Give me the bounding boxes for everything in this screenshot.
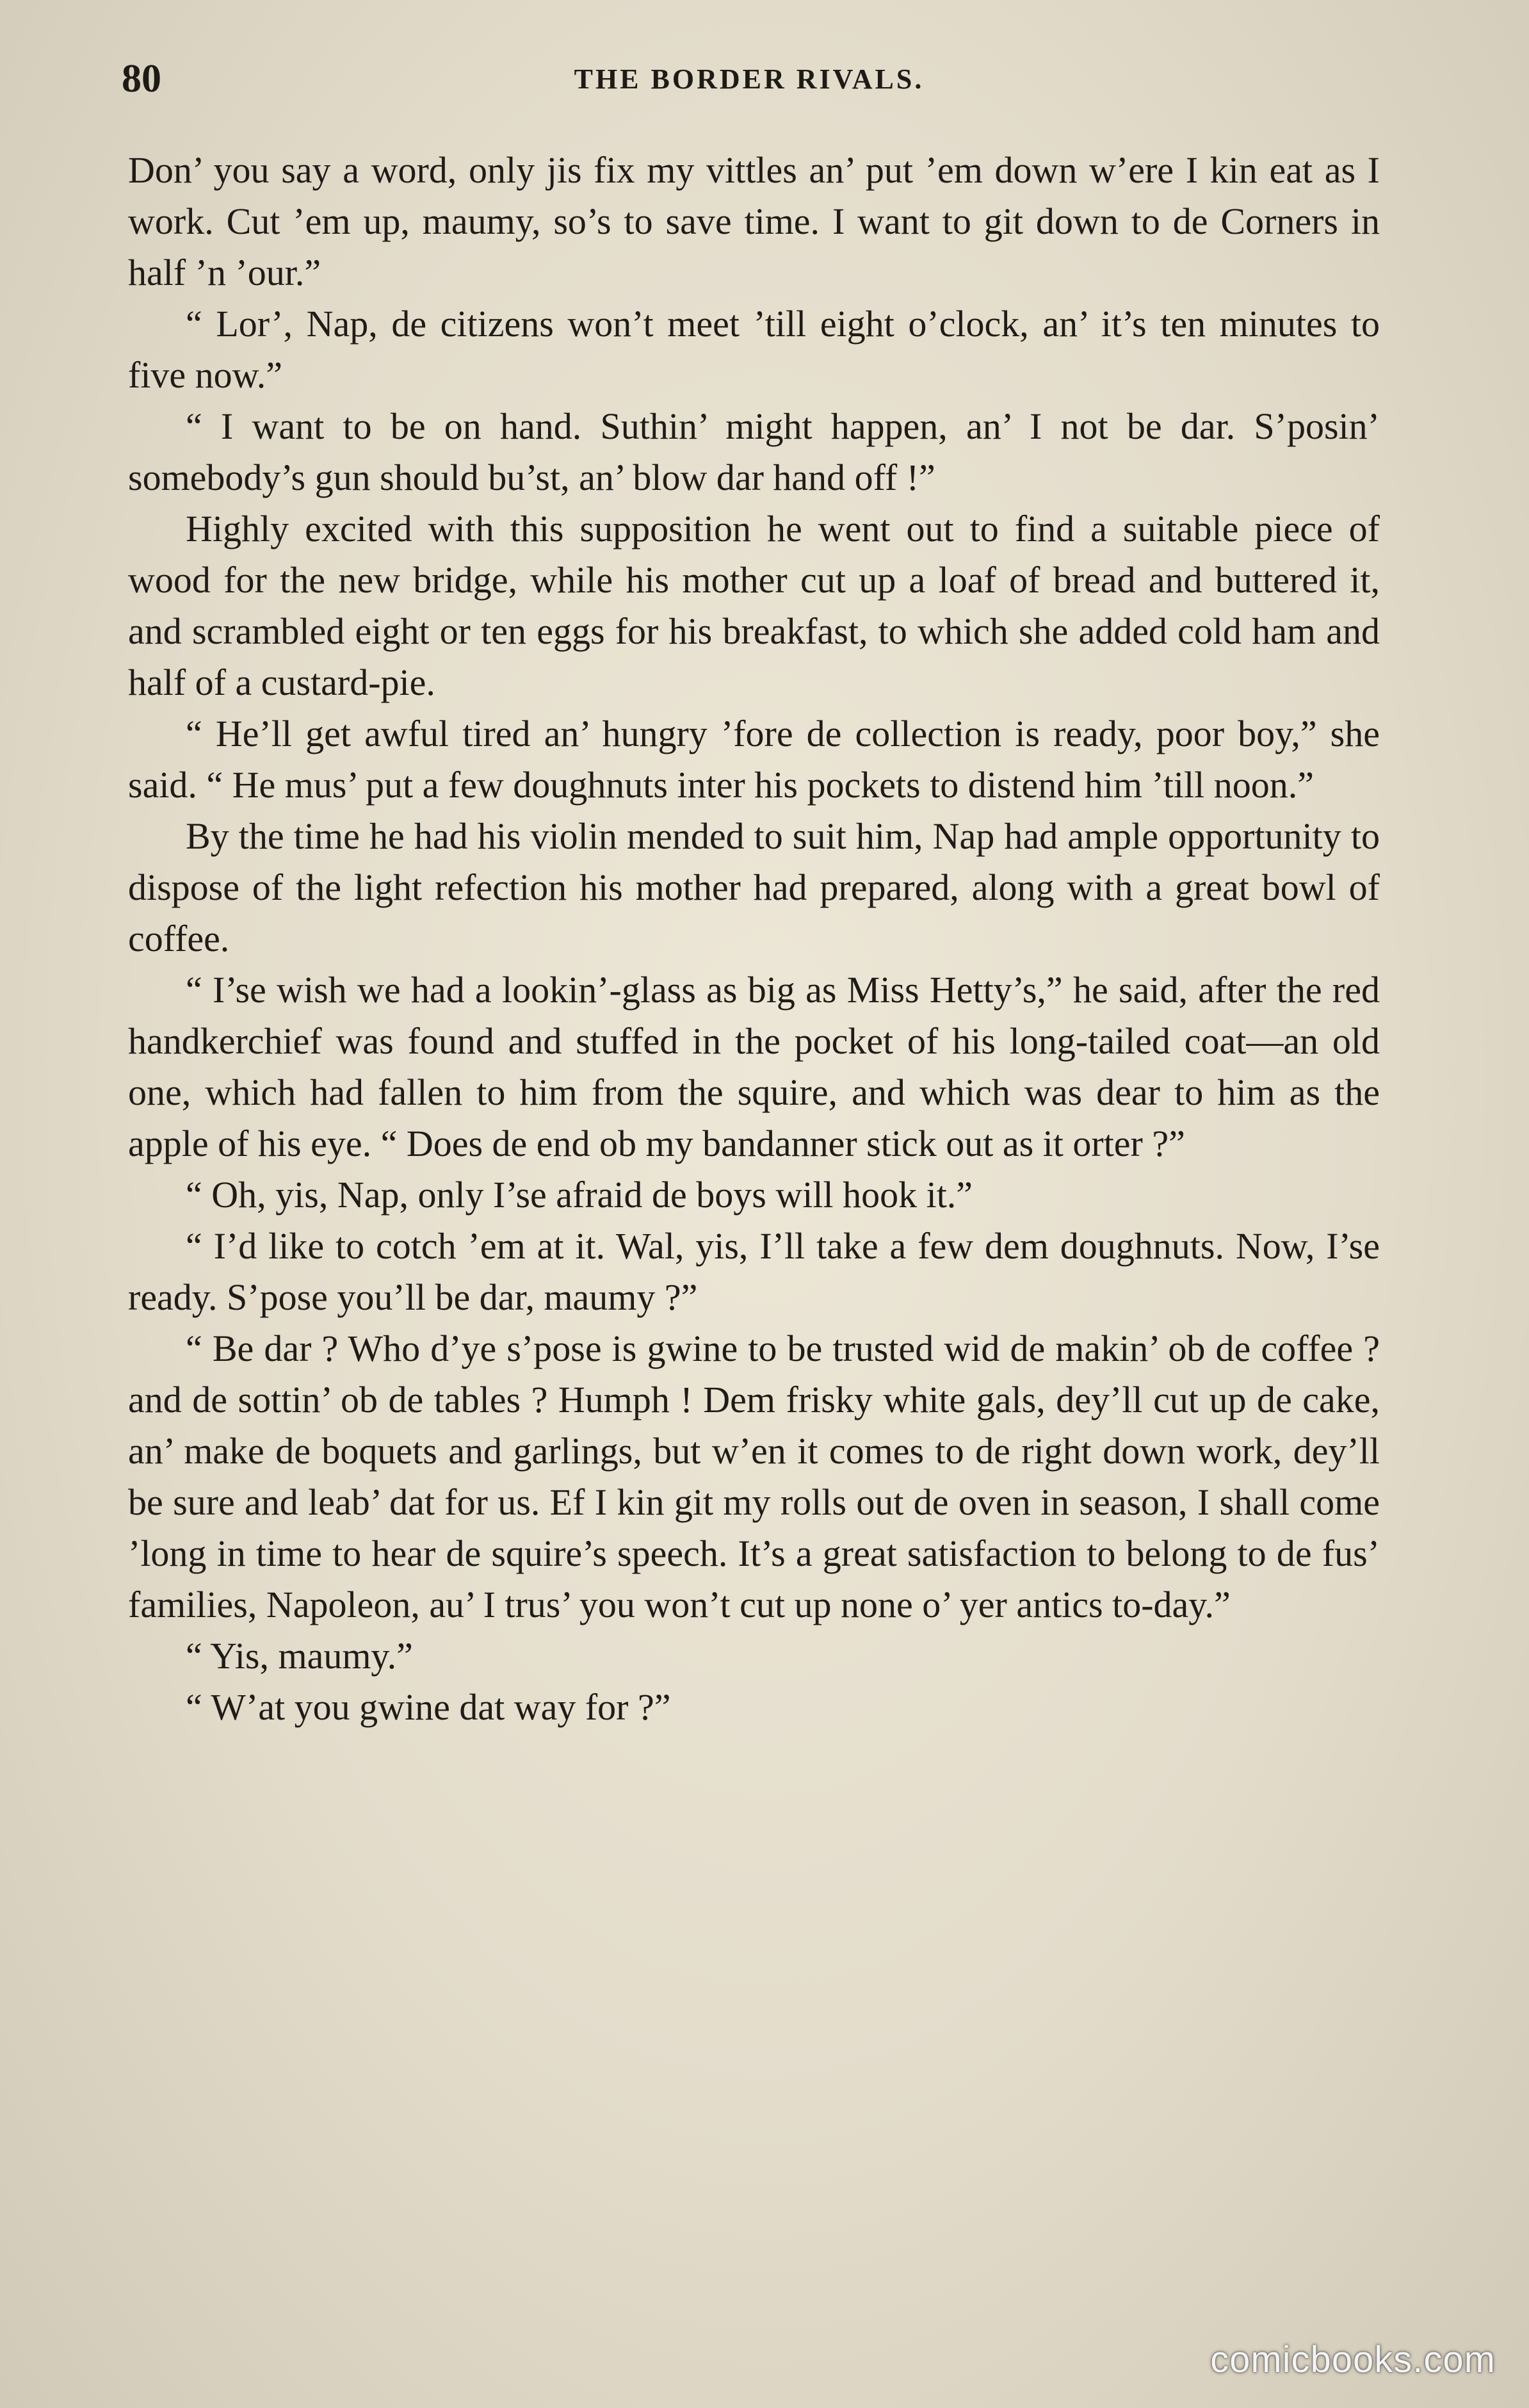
paragraph: “ I want to be on hand. Suthin’ might happen, an’ I not be dar. S’posin’ somebody’s gun should bu’st, an’ blow dar hand off !” [128,405,1380,498]
paragraph: “ Oh, yis, Nap, only I’se afraid de boys will hook it.” [186,1174,973,1216]
paragraph: “ Yis, maumy.” [186,1635,413,1677]
paragraph: “ W’at you gwine dat way for ?” [186,1686,671,1728]
site-watermark: comicbooks.com [1210,2339,1496,2380]
paragraph: “ He’ll get awful tired an’ hungry ’fore de collection is ready, poor boy,” she said. “ He mus’ put a few doughnuts inter his pockets to distend him ’till noon.” [128,713,1380,806]
paragraph: “ I’se wish we had a lookin’-glass as big as Miss Hetty’s,” he said, after the red handkerchief was found and stuffed in the pocket of his long-tailed coat—an old one, which had fallen to him from the squire, and which was dear to him as the apple of his eye. “ Does de end ob my bandanner stick out as it orter ?” [128,969,1380,1164]
paragraph: “ Lor’, Nap, de citizens won’t meet ’till eight o’clock, an’ it’s ten minutes to five now.” [128,303,1380,396]
page-number: 80 [122,57,161,101]
paragraph: Don’ you say a word, only jis fix my vittles an’ put ’em down w’ere I kin eat as I work. Cut ’em up, maumy, so’s to save time. I want to git down to de Corners in half ’n ’our.” [128,149,1380,293]
page-header [122,56,1377,108]
paragraph: By the time he had his violin mended to suit him, Nap had ample opportunity to dispose of the light refection his mother had prepared, along with a great bowl of coffee. [128,815,1380,959]
running-title: THE BORDER RIVALS. [574,63,925,95]
paragraph: “ I’d like to cotch ’em at it. Wal, yis, I’ll take a few dem doughnuts. Now, I’se ready. S’pose you’ll be dar, maumy ?” [128,1225,1380,1318]
paragraph: “ Be dar ? Who d’ye s’pose is gwine to be trusted wid de makin’ ob de coffee ? and de sottin’ ob de tables ? Humph ! Dem frisky white gals, dey’ll cut up de cake, an’ make de boquets and garlings, but w’en it comes to de right down work, dey’ll be sure and leab’ dat for us. Ef I kin git my rolls out de oven in season, I shall come ’long in time to hear de squire’s speech. It’s a great satisfaction to belong to de fus’ families, Napoleon, au’ I trus’ you won’t cut up none o’ yer antics to-day.” [128,1328,1380,1625]
body-text [128,145,1380,1733]
paragraph: Highly excited with this supposition he went out to find a suitable piece of wood for the new bridge, while his mother cut up a loaf of bread and buttered it, and scrambled eight or ten eggs for his breakfast, to which she added cold ham and half of a custard-pie. [128,508,1380,703]
